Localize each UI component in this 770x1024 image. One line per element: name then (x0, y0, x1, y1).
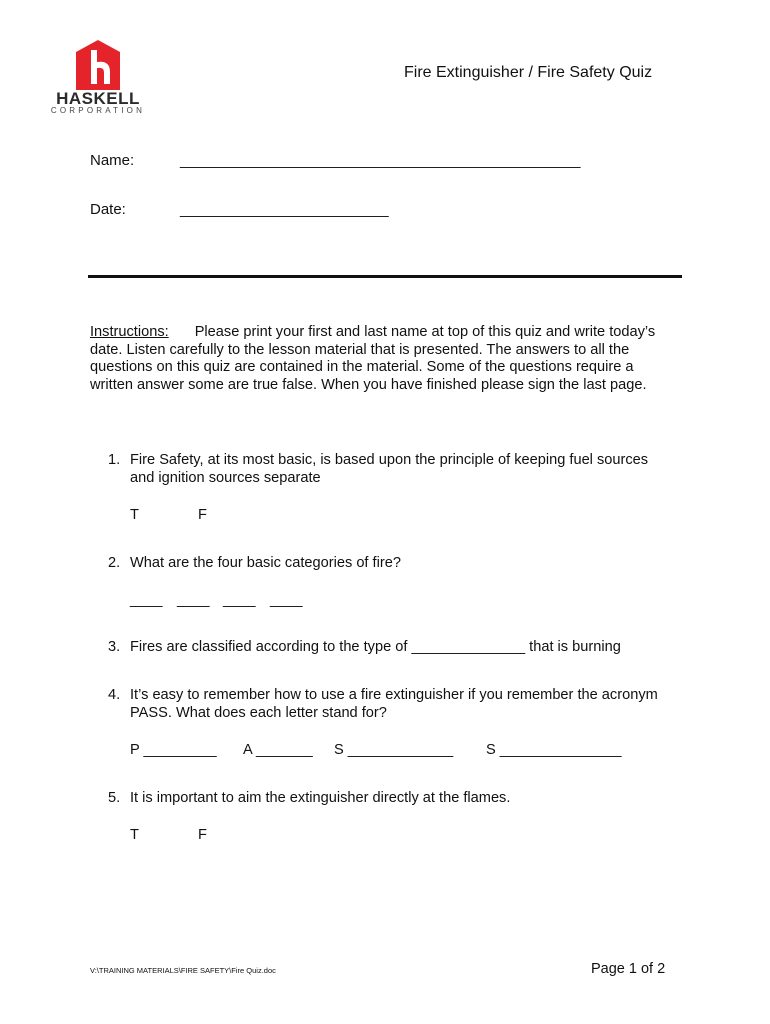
instructions-line-2: date. Listen carefully to the lesson material that is presented. The answers to all the (90, 341, 630, 358)
question-number: 1. (108, 452, 121, 468)
question-text-cont: and ignition sources separate (130, 469, 321, 486)
question-text-cont: PASS. What does each letter stand for? (130, 704, 387, 721)
instructions-line-1 (90, 324, 690, 342)
name-label: Name: (90, 152, 135, 169)
date-line[interactable]: _________________________ (180, 201, 389, 218)
question-text: It’s easy to remember how to use a fire extinguisher if you remember the acronym (130, 687, 658, 703)
question-text: What are the four basic categories of fire? (130, 555, 401, 571)
q1-false-option[interactable]: F (198, 507, 207, 523)
q4-s1-blank[interactable]: S _____________ (334, 742, 454, 758)
question-5 (108, 790, 698, 808)
instructions (90, 324, 690, 394)
question-2 (108, 555, 698, 573)
q4-a-blank[interactable]: A _______ (243, 742, 313, 758)
instructions-label: Instructions: (90, 324, 169, 340)
name-line[interactable]: ________________________________________________ (180, 152, 581, 169)
q4-s2-blank[interactable]: S _______________ (486, 742, 622, 758)
q4-p-blank[interactable]: P _________ (130, 742, 217, 758)
document-title: Fire Extinguisher / Fire Safety Quiz (404, 64, 653, 81)
footer-page-number: Page 1 of 2 (591, 961, 666, 977)
q5-true-option[interactable]: T (130, 827, 139, 843)
question-text: It is important to aim the extinguisher directly at the flames. (130, 790, 511, 806)
question-number: 3. (108, 639, 121, 655)
question-text: Fires are classified according to the type of ______________ that is burning (130, 639, 621, 655)
question-number: 2. (108, 555, 121, 571)
question-1 (108, 452, 698, 487)
question-number: 4. (108, 687, 121, 703)
q5-false-option[interactable]: F (198, 827, 207, 843)
logo-wordmark: HASKELL (56, 89, 140, 108)
question-3 (108, 639, 698, 657)
header-divider (88, 275, 682, 278)
q2-blank-4[interactable]: ____ (270, 592, 303, 608)
q2-blank-3[interactable]: ____ (223, 592, 256, 608)
logo-subtitle: CORPORATION (50, 106, 146, 115)
instructions-line-3: questions on this quiz are contained in the material. Some of the questions require a (90, 359, 634, 376)
question-4 (108, 687, 698, 722)
date-label: Date: (90, 201, 126, 218)
q2-blank-1[interactable]: ____ (130, 592, 163, 608)
instructions-text-1: Please print your first and last name at top of this quiz and write today’s (194, 324, 656, 340)
footer-file-path: V:\TRAINING MATERIALS\FIRE SAFETY\Fire Quiz.doc (90, 966, 276, 975)
q1-true-option[interactable]: T (130, 507, 139, 523)
question-number: 5. (108, 790, 121, 806)
q2-blank-2[interactable]: ____ (177, 592, 210, 608)
question-text: Fire Safety, at its most basic, is based upon the principle of keeping fuel sources (130, 452, 649, 468)
instructions-line-4: written answer some are true false. When you have finished please sign the last page. (90, 376, 647, 393)
haskell-logo-mark (48, 40, 152, 92)
